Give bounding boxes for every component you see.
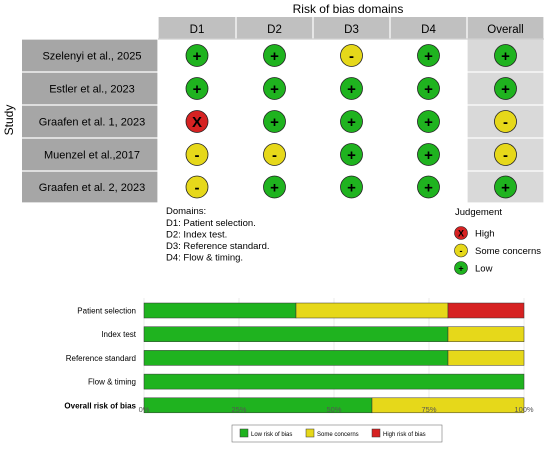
judgement-legend [455, 227, 542, 275]
category-label: Flow & timing [87, 377, 136, 387]
some-bar-segment [448, 350, 524, 365]
domain-description: D4: Flow & timing. [166, 252, 244, 264]
category-labels [64, 307, 136, 411]
rating-symbol: - [349, 48, 354, 65]
study-rows [22, 39, 544, 203]
bar-legend-label: Low risk of bias [251, 432, 293, 438]
low-bar-segment [144, 303, 296, 318]
bar-legend-label: Some concerns [317, 432, 359, 438]
rating-symbol: - [503, 147, 508, 164]
study-label: Estler et al., 2023 [49, 83, 135, 96]
x-tick-label: 50% [326, 405, 342, 414]
rating-symbol: + [501, 81, 510, 98]
rating-symbol: + [424, 179, 433, 197]
rating-symbol: + [347, 147, 356, 164]
study-label: Graafen et al. 2, 2023 [38, 182, 146, 194]
domains-list [166, 218, 270, 264]
x-tick-label: 75% [421, 405, 437, 414]
rating-symbol: + [270, 114, 279, 131]
category-label: Reference standard [65, 353, 136, 363]
rating-symbol: - [272, 147, 277, 164]
legend-symbol: X [457, 228, 465, 239]
plot-title: Risk of bias domains [292, 2, 404, 16]
legend-symbol: - [459, 246, 463, 256]
rating-symbol: - [194, 147, 200, 164]
domain-description: D3: Reference standard. [166, 241, 270, 252]
judgement-legend-label: High [475, 228, 495, 240]
traffic-light-plot [2, 2, 544, 275]
domains-title: Domains: [166, 206, 207, 217]
rating-symbol: + [501, 179, 510, 197]
rating-symbol: - [194, 179, 200, 197]
domain-description: D1: Patient selection. [166, 218, 256, 229]
judgement-legend-label: Some concerns [475, 246, 542, 257]
low-bar-segment [144, 374, 524, 389]
x-tick-label: 25% [231, 405, 247, 414]
high-legend-swatch [372, 429, 380, 437]
some-bar-segment [448, 327, 524, 342]
domain-header-row [158, 17, 544, 39]
low-bar-segment [144, 350, 448, 365]
bar-legend [232, 425, 442, 442]
x-tick-label: 0% [138, 405, 150, 414]
high-bar-segment [448, 303, 524, 318]
category-label: Overall risk of bias [64, 401, 136, 411]
legend-symbol: + [458, 263, 464, 274]
rating-symbol: + [270, 179, 279, 197]
low-legend-swatch [240, 429, 248, 437]
rating-symbol: + [270, 81, 279, 98]
some-bar-segment [372, 398, 524, 413]
domain-header-label: D2 [267, 24, 282, 36]
rating-symbol: + [424, 147, 433, 164]
rating-symbol: + [424, 81, 433, 98]
category-label: Index test [101, 330, 136, 340]
domain-header-label: D1 [189, 24, 205, 36]
rating-symbol: + [270, 48, 279, 65]
low-bar-segment [144, 327, 448, 342]
summary-bar-chart [64, 298, 534, 442]
domain-description: D2: Index test. [166, 229, 228, 241]
rating-symbol: + [501, 48, 510, 65]
some-legend-swatch [306, 429, 314, 437]
some-bar-segment [296, 303, 448, 318]
x-tick-label: 100% [514, 405, 534, 414]
y-axis-label: Study [2, 104, 16, 136]
rating-symbol: + [424, 48, 433, 65]
judgement-legend-label: Low [475, 263, 493, 275]
study-label: Graafen et al. 1, 2023 [38, 116, 146, 129]
bar-legend-label: High risk of bias [383, 432, 426, 438]
rating-symbol: + [347, 179, 356, 197]
rating-symbol: + [424, 114, 433, 131]
domain-header-label: D3 [344, 24, 359, 36]
rating-symbol: + [347, 81, 356, 98]
category-label: Patient selection [77, 306, 136, 316]
domain-header-label: D4 [421, 24, 436, 36]
judgement-title: Judgement [455, 207, 503, 218]
study-label: Muenzel et al.,2017 [43, 149, 141, 162]
rating-symbol: X [191, 114, 203, 131]
rating-symbol: + [347, 114, 356, 131]
rating-symbol: + [192, 81, 202, 98]
rating-symbol: - [503, 114, 508, 131]
rating-symbol: + [192, 48, 202, 65]
domain-header-label: Overall [487, 24, 524, 36]
study-label: Szelenyi et al., 2025 [42, 50, 142, 63]
